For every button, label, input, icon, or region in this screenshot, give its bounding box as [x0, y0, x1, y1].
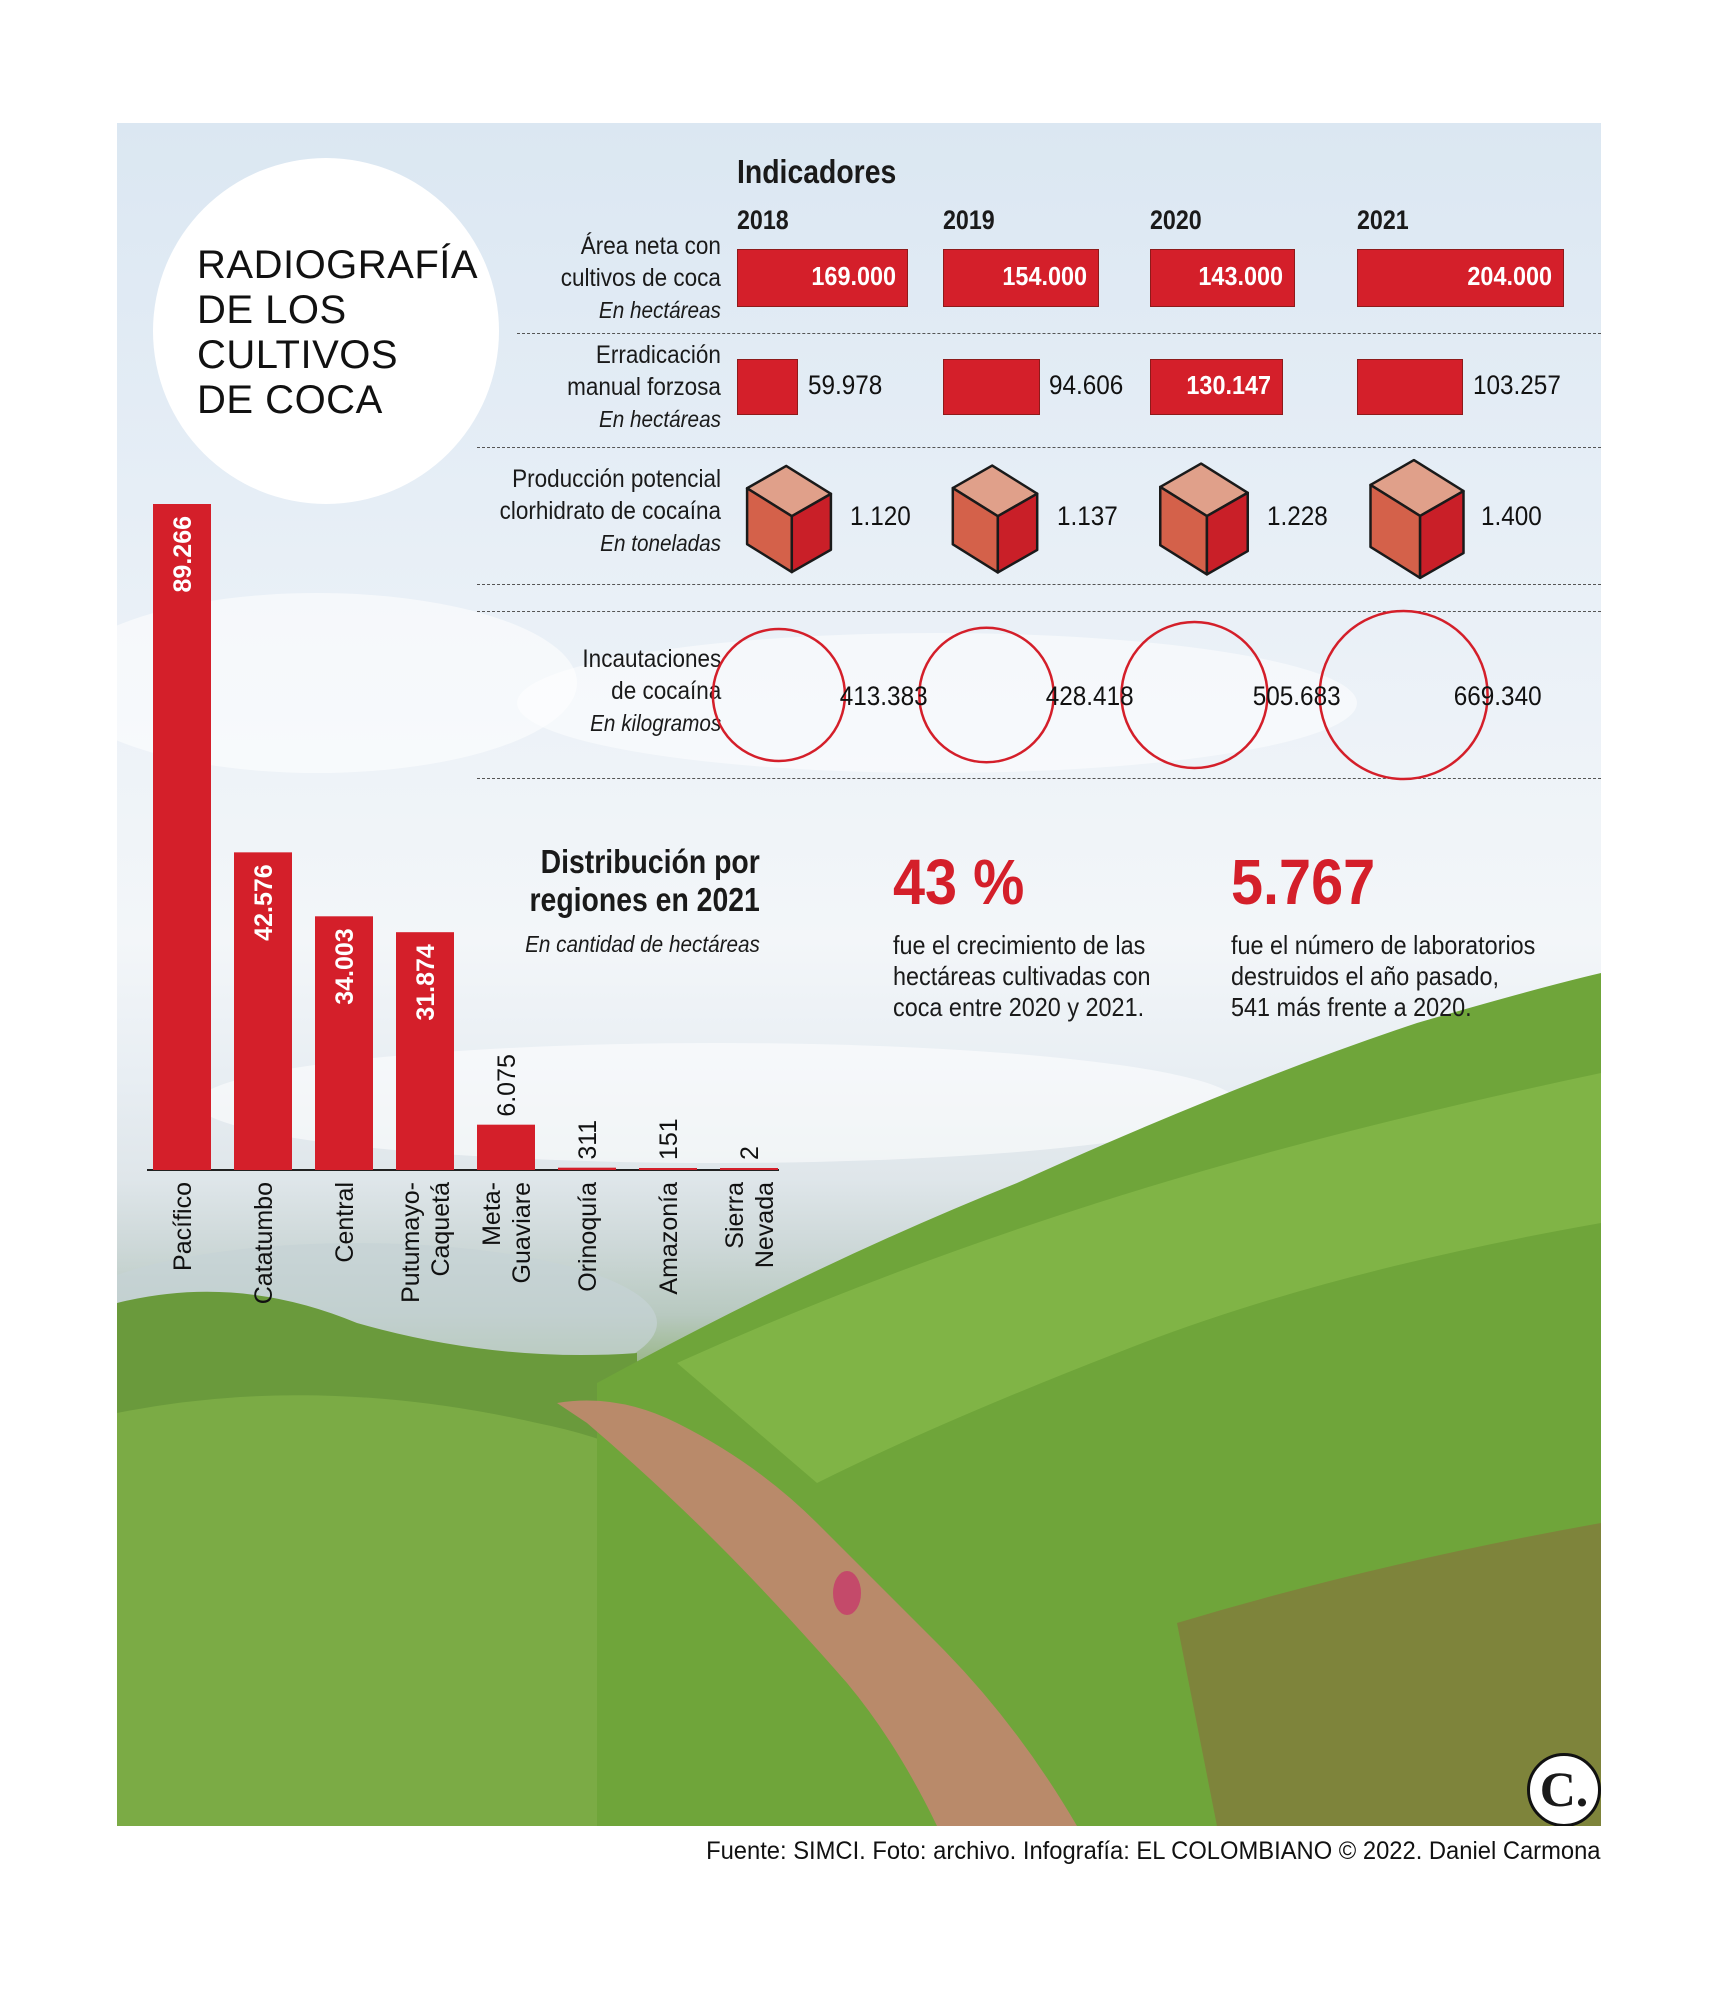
- distribution-subtitle: En cantidad de hectáreas: [525, 931, 760, 957]
- region-value-label: 151: [655, 1118, 683, 1160]
- el-colombiano-logo: C.: [1527, 1753, 1601, 1826]
- region-category-label: Nevada: [751, 1182, 779, 1269]
- row-unit: En hectáreas: [599, 406, 721, 432]
- production-cube-2019: [953, 466, 1037, 573]
- region-value-label: 31.874: [412, 944, 440, 1021]
- distribution-title-line: regiones en 2021: [529, 881, 760, 918]
- main-title: RADIOGRAFÍA DE LOS CULTIVOS DE COCA: [197, 243, 479, 422]
- seizure-circle-2019: [919, 628, 1053, 762]
- region-category-label: Guaviare: [508, 1182, 536, 1284]
- production-value-2021: 1.400: [1481, 501, 1542, 531]
- production-cube-2021: [1371, 460, 1464, 578]
- row-label-line: manual forzosa: [567, 373, 721, 401]
- region-bar-6: [558, 1168, 616, 1170]
- region-value-label: 89.266: [169, 516, 197, 593]
- row-label-line: de cocaína: [610, 677, 721, 705]
- seizure-circle-2020: [1121, 622, 1267, 768]
- distribution-title-line: Distribución por: [540, 843, 760, 880]
- production-value-2019: 1.137: [1057, 501, 1118, 531]
- row-unit: En hectáreas: [599, 297, 721, 323]
- source-credit: Fuente: SIMCI. Foto: archivo. Infografía: EL COLOMBIANO © 2022. Daniel Carmona: [706, 1837, 1601, 1865]
- row-label-line: Producción potencial: [512, 465, 721, 493]
- year-2020: 2020: [1150, 205, 1202, 235]
- area-value-2020: 143.000: [1198, 261, 1283, 291]
- seizure-value-2018: 413.383: [840, 681, 928, 711]
- region-category-label: Catatumbo: [250, 1182, 278, 1305]
- region-value-label: 34.003: [331, 928, 359, 1005]
- region-category-label: Pacífico: [169, 1182, 197, 1271]
- labs-stat-value: 5.767: [1231, 846, 1376, 918]
- region-value-label: 42.576: [250, 864, 278, 941]
- year-2021: 2021: [1357, 205, 1409, 235]
- production-cube-2020: [1160, 464, 1247, 575]
- row-label-line: Erradicación: [595, 341, 721, 369]
- seizure-value-2019: 428.418: [1046, 681, 1134, 711]
- region-category-label: Amazonía: [655, 1182, 683, 1295]
- region-bar-8: [720, 1168, 778, 1170]
- eradication-value-2018: 59.978: [808, 370, 883, 400]
- region-category-label: Meta-: [478, 1182, 506, 1246]
- seizure-value-2020: 505.683: [1253, 681, 1341, 711]
- production-value-2018: 1.120: [850, 501, 911, 531]
- growth-stat-text: fue el crecimiento de las hectáreas cultivadas con coca entre 2020 y 2021.: [893, 930, 1151, 1022]
- region-bar-5: [477, 1125, 535, 1170]
- region-bar-chart: [117, 123, 817, 1403]
- row-unit: En kilogramos: [589, 710, 721, 736]
- production-value-2020: 1.228: [1267, 501, 1328, 531]
- region-category-label: Orinoquía: [574, 1182, 602, 1292]
- row-label-line: Área neta con: [580, 232, 721, 260]
- indicators-heading: Indicadores: [737, 153, 897, 190]
- row-label-line: cultivos de coca: [560, 264, 721, 292]
- region-category-label: Caquetá: [427, 1182, 455, 1277]
- year-2019: 2019: [943, 205, 995, 235]
- eradication-value-2019: 94.606: [1049, 370, 1124, 400]
- area-value-2021: 204.000: [1467, 261, 1552, 291]
- region-value-label: 311: [574, 1119, 602, 1160]
- region-bar-7: [639, 1168, 697, 1170]
- year-2018: 2018: [737, 205, 789, 235]
- region-category-label: Sierra: [721, 1182, 749, 1249]
- area-value-2019: 154.000: [1002, 261, 1087, 291]
- region-bar-1: [153, 504, 211, 1170]
- row-label-line: Incautaciones: [582, 645, 721, 673]
- eradication-value-2021: 103.257: [1473, 370, 1561, 400]
- region-category-label: Central: [331, 1182, 359, 1263]
- labs-stat-text: fue el número de laboratorios destruidos el año pasado, 541 más frente a 2020.: [1231, 930, 1536, 1022]
- growth-stat-value: 43 %: [893, 846, 1025, 918]
- seizure-value-2021: 669.340: [1454, 681, 1542, 711]
- region-value-label: 6.075: [493, 1054, 521, 1117]
- region-value-label: 2: [736, 1146, 764, 1160]
- row-label-line: clorhidrato de cocaína: [499, 497, 721, 525]
- row-unit: En toneladas: [600, 530, 721, 556]
- region-category-label: Putumayo-: [397, 1182, 425, 1303]
- eradication-value-2020: 130.147: [1186, 370, 1271, 400]
- area-value-2018: 169.000: [811, 261, 896, 291]
- infographic-panel: [117, 123, 1601, 1826]
